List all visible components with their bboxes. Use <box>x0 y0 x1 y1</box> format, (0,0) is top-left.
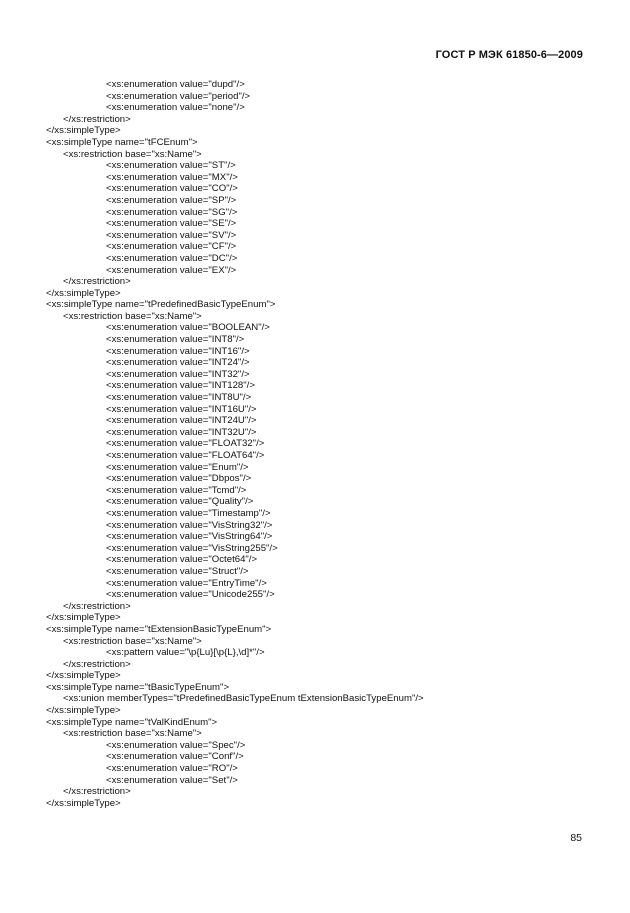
code-line: <xs:enumeration value="Conf"/> <box>106 751 244 763</box>
code-line: <xs:enumeration value="INT8U"/> <box>106 392 252 404</box>
code-line: <xs:enumeration value="none"/> <box>106 102 245 114</box>
code-line: <xs:enumeration value="FLOAT64"/> <box>106 450 265 461</box>
code-line: <xs:enumeration value="dupd"/> <box>106 79 245 90</box>
code-line: <xs:simpleType name="tBasicTypeEnum"> <box>46 681 230 693</box>
code-line: <xs:enumeration value="ST"/> <box>106 160 236 172</box>
code-line: <xs:enumeration value="CF"/> <box>106 241 237 253</box>
code-line: <xs:enumeration value="Spec"/> <box>106 739 246 751</box>
code-line: </xs:restriction> <box>63 276 131 288</box>
code-line: <xs:enumeration value="INT128"/> <box>106 380 255 392</box>
code-line: <xs:union memberTypes="tPredefinedBasicTypeEnum tExtensionBasicTypeEnum"/> <box>63 693 424 705</box>
code-line: <xs:enumeration value="Dbpos"/> <box>106 473 252 485</box>
code-line: <xs:restriction base="xs:Name"> <box>63 635 202 647</box>
code-line: </xs:simpleType> <box>46 125 121 137</box>
code-line: </xs:simpleType> <box>46 287 121 299</box>
code-line: </xs:simpleType> <box>46 612 121 624</box>
code-line: <xs:enumeration value="SV"/> <box>106 229 237 241</box>
code-line: <xs:enumeration value="Quality"/> <box>106 496 254 508</box>
code-line: <xs:enumeration value="SG"/> <box>106 206 238 218</box>
code-line: <xs:enumeration value="Octet64"/> <box>106 554 258 566</box>
code-line: </xs:restriction> <box>63 786 131 798</box>
code-line: <xs:enumeration value="BOOLEAN"/> <box>106 322 270 334</box>
code-line: <xs:restriction base="xs:Name"> <box>63 728 202 740</box>
code-line: </xs:restriction> <box>63 600 131 612</box>
code-line: <xs:restriction base="xs:Name"> <box>63 148 202 160</box>
code-line: </xs:simpleType> <box>46 705 121 717</box>
code-line: </xs:restriction> <box>63 658 131 670</box>
code-line: <xs:enumeration value="VisString64"/> <box>106 531 273 543</box>
code-line: <xs:enumeration value="Set"/> <box>106 774 238 786</box>
code-line: <xs:enumeration value="Tcmd"/> <box>106 484 247 496</box>
code-line: <xs:enumeration value="Enum"/> <box>106 461 249 473</box>
code-line: <xs:enumeration value="INT16U"/> <box>106 403 257 415</box>
code-line: <xs:simpleType name="tValKindEnum"> <box>46 716 218 728</box>
code-line: <xs:enumeration value="Timestamp"/> <box>106 507 271 519</box>
document-header: ГОСТ Р МЭК 61850-6—2009 <box>435 49 583 61</box>
code-line: <xs:enumeration value="INT32U"/> <box>106 426 257 438</box>
code-line: <xs:enumeration value="MX"/> <box>106 171 238 183</box>
code-line: <xs:enumeration value="VisString32"/> <box>106 519 273 531</box>
code-line: </xs:simpleType> <box>46 670 121 682</box>
code-line: <xs:enumeration value="VisString255"/> <box>106 542 278 554</box>
code-line: <xs:enumeration value="period"/> <box>106 90 251 102</box>
code-line: </xs:restriction> <box>63 113 131 125</box>
code-line: <xs:simpleType name="tExtensionBasicTypeEnum"> <box>46 623 272 635</box>
code-line: <xs:enumeration value="DC"/> <box>106 252 238 264</box>
code-line: <xs:restriction base="xs:Name"> <box>63 310 202 322</box>
code-line: </xs:simpleType> <box>46 797 121 809</box>
code-line: <xs:enumeration value="CO"/> <box>106 183 238 195</box>
xml-schema-code-block <box>0 79 630 809</box>
code-line: <xs:enumeration value="EntryTime"/> <box>106 577 267 589</box>
code-line: <xs:enumeration value="INT8"/> <box>106 334 245 346</box>
code-line: <xs:enumeration value="Unicode255"/> <box>106 589 275 601</box>
code-line: <xs:enumeration value="INT24U"/> <box>106 415 257 427</box>
code-line: <xs:enumeration value="INT32"/> <box>106 368 250 380</box>
code-line: <xs:enumeration value="EX"/> <box>106 264 237 276</box>
code-line: <xs:simpleType name="tFCEnum"> <box>46 136 198 148</box>
code-line: <xs:enumeration value="RO"/> <box>106 763 238 775</box>
code-line: <xs:enumeration value="FLOAT32"/> <box>106 438 265 450</box>
code-line: <xs:enumeration value="SE"/> <box>106 218 237 230</box>
page-number: 85 <box>570 832 582 844</box>
code-line: <xs:enumeration value="INT16"/> <box>106 345 250 357</box>
code-line: <xs:enumeration value="INT24"/> <box>106 357 250 369</box>
code-line: <xs:simpleType name="tPredefinedBasicTypeEnum"> <box>46 299 276 311</box>
code-line: <xs:enumeration value="SP"/> <box>106 194 237 206</box>
code-line: <xs:pattern value="\p{Lu}[\p{L},\d]*"/> <box>106 647 265 659</box>
code-line: <xs:enumeration value="Struct"/> <box>106 565 249 577</box>
